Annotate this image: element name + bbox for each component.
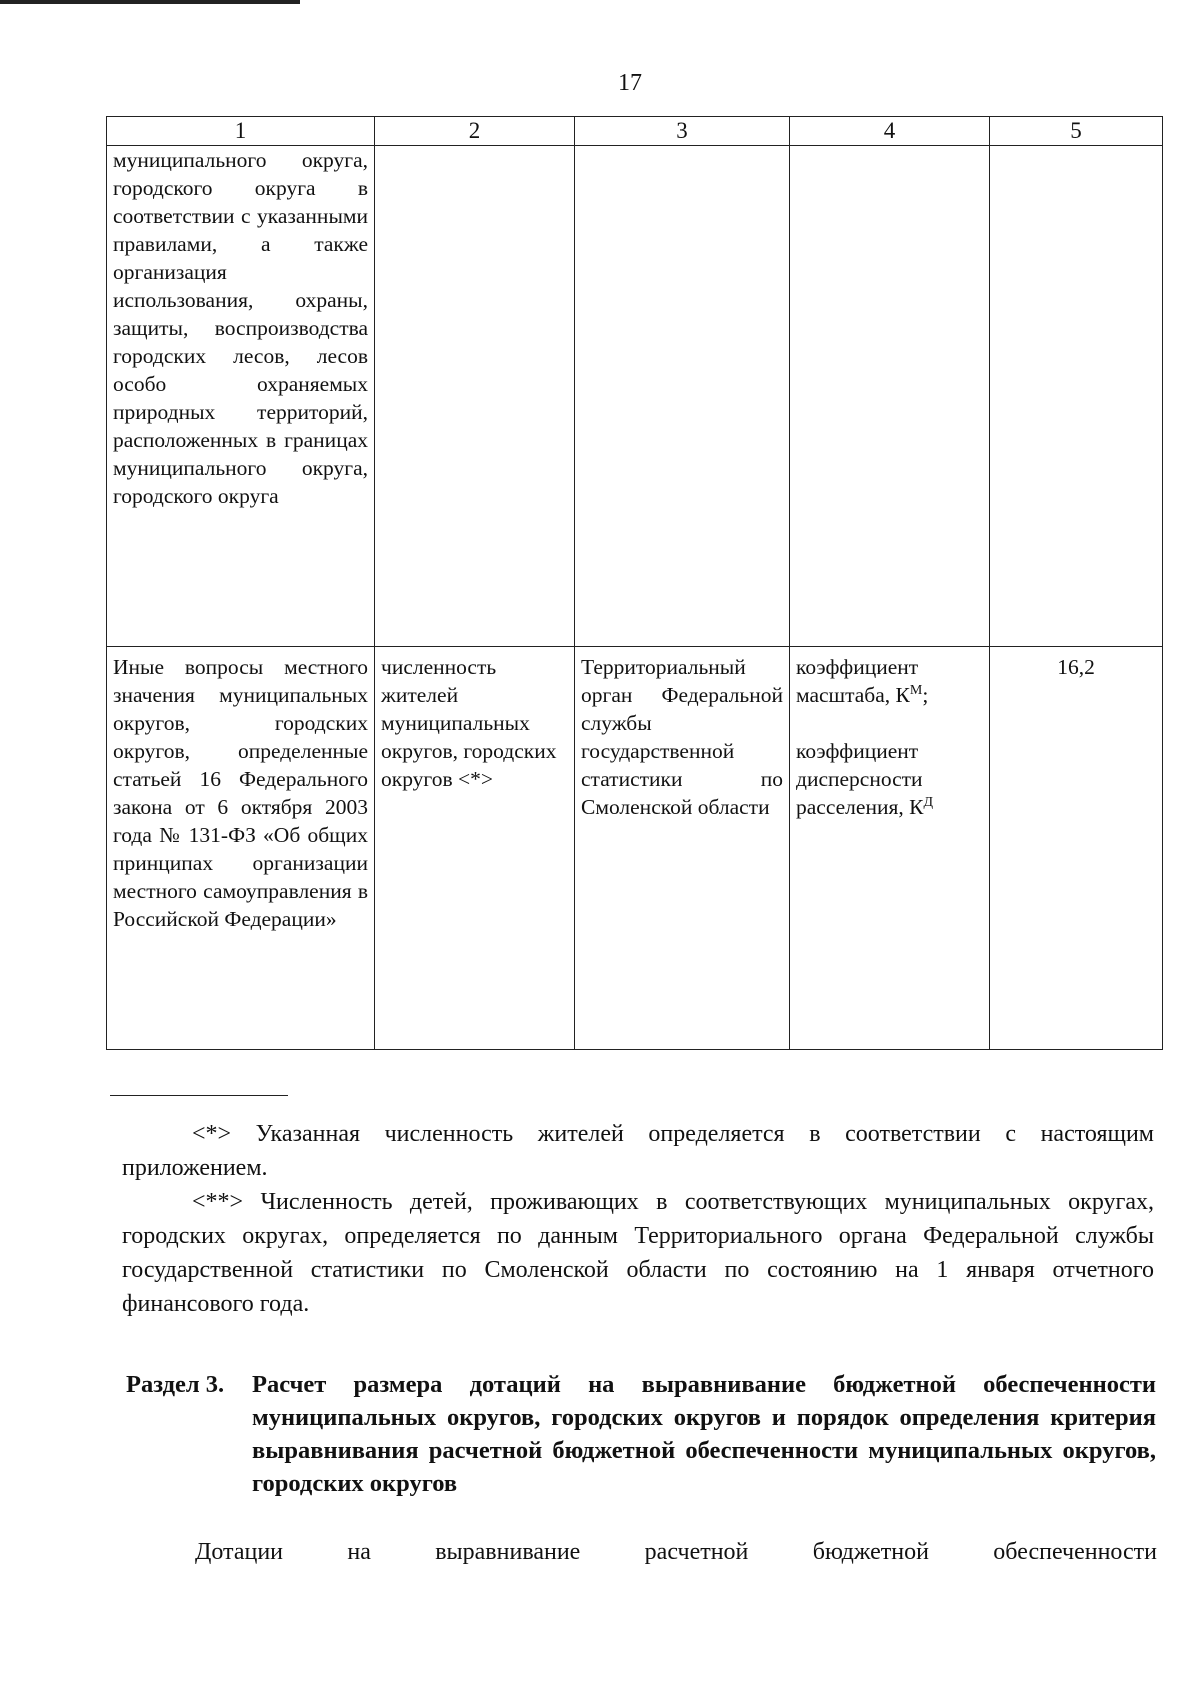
section-label: Раздел 3. <box>126 1371 225 1398</box>
table-header-row <box>107 117 1163 146</box>
page-number: 17 <box>618 70 642 96</box>
column-header: 4 <box>790 117 990 146</box>
table-row <box>107 647 1163 1050</box>
table-cell: 16,2 <box>990 647 1163 1050</box>
table-cell <box>575 146 790 647</box>
column-header: 1 <box>107 117 375 146</box>
criteria-table <box>106 116 1163 1050</box>
table-cell: численность жителей муниципальных округов, городских округов <*> <box>375 647 575 1050</box>
body-paragraph: Дотации на выравнивание расчетной бюджетной обеспеченности <box>195 1539 1157 1565</box>
column-header: 3 <box>575 117 790 146</box>
coefficient-dispersion <box>796 737 983 821</box>
section-heading <box>126 1368 1156 1500</box>
table-cell <box>990 146 1163 647</box>
section-title: Расчет размера дотаций на выравнивание бюджетной обеспеченности муниципальных округов, городских округов и порядок определения критерия выравнивания расчетной бюджетной обеспеченности муниципальных округов, городских округов <box>252 1371 1156 1497</box>
column-header: 2 <box>375 117 575 146</box>
footnote: <*> Указанная численность жителей определяется в соответствии с настоящим приложением. <box>122 1121 1154 1181</box>
cell-spacer <box>796 709 983 737</box>
table-cell <box>375 146 575 647</box>
coefficient-superscript: Д <box>923 794 934 810</box>
footnote: <**> Численность детей, проживающих в соответствующих муниципальных округах, городских округах, определяется по данным Территориального органа Федеральной службы государственной статистики по Смоленской области по состоянию на 1 января отчетного финансового года. <box>122 1189 1154 1317</box>
coefficient-scale <box>796 653 983 709</box>
table-row <box>107 146 1163 647</box>
scan-edge-line <box>0 0 300 4</box>
coefficient-superscript: М <box>909 682 923 698</box>
footnotes <box>122 1117 1154 1321</box>
coefficient-text: коэффициент дисперсности расселения, К <box>796 739 924 819</box>
coefficient-text: коэффициент масштаба, К <box>796 655 919 707</box>
footnote-divider <box>110 1095 288 1096</box>
table-cell: муниципального округа, городского округа в соответствии с указанными правилами, а также организация использования, охраны, защиты, воспроизводства городских лесов, лесов особо охраняемых природных территорий, расположенных в границах муниципального округа, городского округа <box>107 146 375 647</box>
table-cell <box>790 146 990 647</box>
coefficient-punct: ; <box>922 683 929 707</box>
table-cell: Иные вопросы местного значения муниципальных округов, городских округов, определенные статьей 16 Федерального закона от 6 октября 2003 года № 131-ФЗ «Об общих принципах организации местного самоуправления в Российской Федерации» <box>107 647 375 1050</box>
column-header: 5 <box>990 117 1163 146</box>
table-cell <box>790 647 990 1050</box>
table-cell: Территориальный орган Федеральной службы государственной статистики по Смоленской области <box>575 647 790 1050</box>
